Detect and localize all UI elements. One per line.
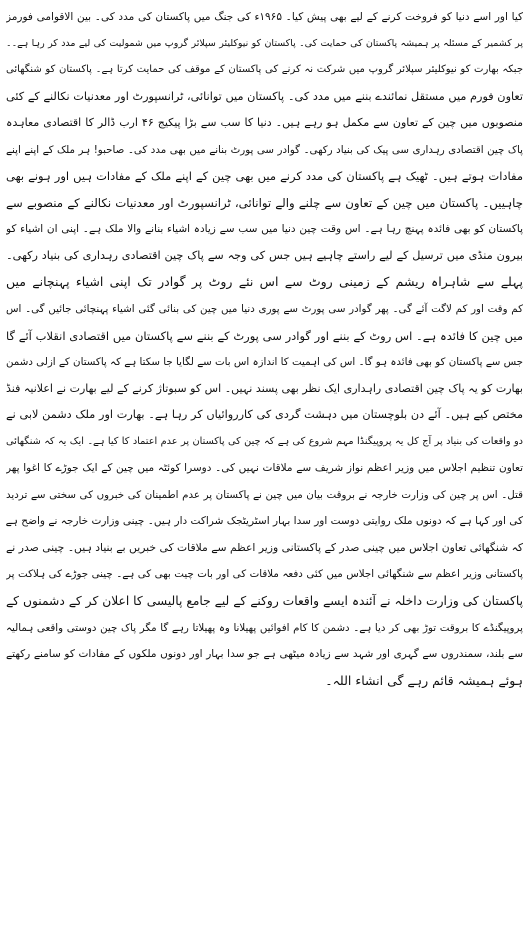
text-line: مختص کیے ہیں۔ آئے دن بلوچستان میں دہشت گردی کی کارروائیاں کر رہا ہے۔ بھارت اور ملک دشمن لابی نے — [6, 408, 523, 422]
text-line: منصوبوں میں چین کے تعاون سے مکمل ہو رہے ہیں۔ دنیا کا سب سے بڑا پیکیج ۴۶ ارب ڈالر کا اقتصادی معاہدہ — [6, 116, 523, 130]
text-line: سے بلند، سمندروں سے گہری اور شہد سے زیادہ میٹھی ہے جو سدا بہار اور دونوں ملکوں کے مفادات کو سامنے رکھتے — [6, 648, 523, 661]
text-line: کہ شنگھائی تعاون اجلاس میں چینی صدر کے پاکستانی وزیر اعظم سے ملاقات کی خبریں بے بنیاد ہیں۔ چینی صدر نے — [6, 540, 523, 554]
text-line: پاک چین اقتصادی رہداری سی پیک کی بنیاد رکھی۔ گوادر سی پورٹ بنانے میں بھی مدد کی۔ صاحبو! ہر ملک کے اپنے اپنے — [6, 143, 523, 156]
text-line: کیا اور اسے دنیا کو فروخت کرنے کے لیے بھی پیش کیا۔ ۱۹۶۵ء کی جنگ میں پاکستان کی مدد کی۔ بین الاقوامی فورمز — [6, 11, 523, 23]
text-line: تعاون تنظیم اجلاس میں وزیر اعظم نواز شریف سے ملاقات نہیں کی۔ دوسرا کوئٹہ میں چین کے ایک جوڑے کا اغوا پھر — [6, 462, 523, 475]
text-line: جس سے پاکستان کو بھی فائدہ ہو گا۔ اس کی اہمیت کا اندازہ اس بات سے لگایا جا سکتا ہے کہ پاکستان کے ازلی دشمن — [6, 356, 523, 369]
text-line: کی اور کہا ہے کہ دونوں ملک روایتی دوست اور سدا بہار اسٹریٹجک شراکت دار ہیں۔ چینی وزارت خارجہ نے واضح ہے — [6, 515, 523, 528]
text-line: کم وقت اور کم لاگت آئے گی۔ پھر گوادر سی پورٹ سے پوری دنیا میں چین کی بنائی گئی اشیاء پہنچائی جائیں گی۔ اس — [6, 303, 523, 316]
text-line: پر کشمیر کے مسئلہ پر ہمیشہ پاکستان کی حمایت کی۔ پاکستان کو نیوکلیئر سپلائر گروپ میں شمولیت کی لیے مدد کر رہا ہے۔۔ — [6, 37, 523, 49]
text-line: بیرون منڈی میں ترسیل کے لیے راستے چاہیے ہیں جس کی وجہ سے پاک چین اقتصادی رہداری کی بنیاد رکھی۔ — [6, 248, 523, 262]
text-line: پاکستانی وزیر اعظم سے شنگھائی اجلاس میں کئی دفعہ ملاقات کی اور بات چیت بھی کی ہے۔ چینی جوڑے کی ہلاکت پر — [6, 568, 523, 581]
text-line: جبکہ بھارت کو نیوکلیئر سپلائر گروپ میں شرکت نہ کرنے کی پاکستان کے موقف کی حمایت کرتا ہے۔ پاکستان کو شنگھائی — [6, 64, 523, 76]
text-line: مفادات ہوتے ہیں۔ ٹھیک ہے پاکستان کی مدد کرنے میں بھی چین کے اپنے ملک کے مفادات ہیں اور ہونے بھی — [6, 169, 523, 184]
text-line: بھارت کو یہ پاک چین اقتصادی راہداری ایک نظر بھی پسند نہیں۔ اس کو سبوتاژ کرنے کے لیے بھارت نے اعلانیہ فنڈ — [6, 381, 523, 395]
text-line: تعاون فورم میں مستقل نمائندے بننے میں مدد کی۔ پاکستان میں توانائی، ٹرانسپورٹ اور معدنیات نکالنے کے کئی — [6, 89, 523, 103]
text-line: پاکستان کی وزارت داخلہ نے آئندہ ایسے واقعات روکنے کے لیے جامع پالیسی کا اعلان کر کے دشمنوں کے — [6, 594, 523, 609]
text-line: پہلے سے شاہراہ ریشم کے زمینی روٹ سے اس نئے روٹ پر گوادر تک اپنی اشیاء پہنچانے میں — [6, 274, 523, 290]
text-line: میں چین کا فائدہ ہے۔ اس روٹ کے بننے اور گوادر سی پورٹ کے بننے سے پاکستان میں اقتصادی انقلاب آئے گا — [6, 328, 523, 343]
text-line: پاکستان کو بھی فائدہ پہنچ رہا ہے۔ اس وقت چین دنیا میں سب سے زیادہ اشیاء بنانے والا ملک ہے۔ اپنی ان اشیاء کو — [6, 223, 523, 236]
text-line: قتل۔ اس پر چین کی وزارت خارجہ نے بروقت بیان میں چین نے پاکستان پر عدم اطمینان کی خبروں کی سختی سے تردید — [6, 488, 523, 501]
text-line: چاہییں۔ پاکستان میں چین کے تعاون سے چلنے والے توانائی، ٹرانسپورٹ اور معدنیات نکالنے کے منصوبے سے — [6, 195, 523, 210]
text-line: پروپیگنڈے کا بروقت توڑ بھی کر دیا ہے۔ دشمن کا کام افوائیں پھیلانا وہ پھیلاتا رہے گا مگر پاک چین دوستی واقعی ہمالیہ — [6, 621, 523, 634]
text-line-last: ہوئے ہمیشہ قائم رہے گی انشاء اللہ۔ — [325, 672, 523, 688]
text-line: دو واقعات کی بنیاد پر آج کل یہ پروپیگنڈا مہم شروع کی ہے کہ چین کی پاکستان پر عدم اعتماد کا کیا ہے۔ ایک یہ کہ شنگھائی — [6, 435, 523, 447]
